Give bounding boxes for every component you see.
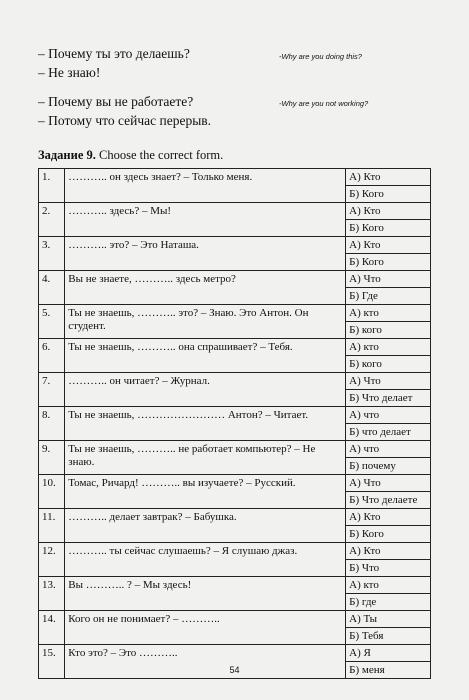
item-number: 12. — [39, 543, 65, 577]
item-number: 4. — [39, 271, 65, 305]
dialogue-line: – Почему ты это делаешь? — [38, 46, 190, 61]
item-number: 6. — [39, 339, 65, 373]
option-a[interactable]: А) Ты — [346, 611, 431, 628]
option-b[interactable]: Б) Тебя — [346, 628, 431, 645]
item-number: 9. — [39, 441, 65, 475]
exercise-row — [39, 407, 431, 424]
item-number: 14. — [39, 611, 65, 645]
question-text: Ты не знаешь, ……….. это? – Знаю. Это Антон. Он студент. — [65, 305, 346, 339]
item-number: 8. — [39, 407, 65, 441]
exercise-row — [39, 373, 431, 390]
option-a[interactable]: А) Что — [346, 271, 431, 288]
question-text: Вы не знаете, ……….. здесь метро? — [65, 271, 346, 305]
exercise-row — [39, 305, 431, 322]
question-text: ……….. делает завтрак? – Бабушка. — [65, 509, 346, 543]
option-b[interactable]: Б) Кого — [346, 254, 431, 271]
option-a[interactable]: А) что — [346, 441, 431, 458]
exercise-row — [39, 441, 431, 458]
question-text: Вы ……….. ? – Мы здесь! — [65, 577, 346, 611]
option-b[interactable]: Б) Кого — [346, 220, 431, 237]
dialogue-line: – Почему вы не работаете? — [38, 94, 194, 109]
item-number: 7. — [39, 373, 65, 407]
question-text: Ты не знаешь, ……….. не работает компьютер? – Не знаю. — [65, 441, 346, 475]
item-number: 5. — [39, 305, 65, 339]
option-b[interactable]: Б) Где — [346, 288, 431, 305]
option-b[interactable]: Б) меня — [346, 662, 431, 679]
option-b[interactable]: Б) Кого — [346, 526, 431, 543]
option-a[interactable]: А) кто — [346, 305, 431, 322]
item-number: 2. — [39, 203, 65, 237]
item-number: 3. — [39, 237, 65, 271]
exercise-row — [39, 475, 431, 492]
exercise-row — [39, 509, 431, 526]
option-a[interactable]: А) Я — [346, 645, 431, 662]
question-text: ……….. он здесь знает? – Только меня. — [65, 169, 346, 203]
exercise-row — [39, 203, 431, 220]
option-a[interactable]: А) Что — [346, 475, 431, 492]
option-a[interactable]: А) Кто — [346, 203, 431, 220]
exercise-row — [39, 339, 431, 356]
question-text: ……….. он читает? – Журнал. — [65, 373, 346, 407]
option-b[interactable]: Б) Кого — [346, 186, 431, 203]
dialogue-line: – Не знаю! — [38, 65, 101, 80]
option-a[interactable]: А) кто — [346, 339, 431, 356]
question-text: ……….. здесь? – Мы! — [65, 203, 346, 237]
question-text: Томас, Ричард! ……….. вы изучаете? – Русский. — [65, 475, 346, 509]
translation-note: -Why are you doing this? — [279, 52, 362, 61]
option-b[interactable]: Б) Что делает — [346, 390, 431, 407]
option-a[interactable]: А) что — [346, 407, 431, 424]
option-a[interactable]: А) Кто — [346, 543, 431, 560]
option-b[interactable]: Б) кого — [346, 356, 431, 373]
option-a[interactable]: А) Кто — [346, 509, 431, 526]
option-b[interactable]: Б) почему — [346, 458, 431, 475]
exercise-row — [39, 611, 431, 628]
exercise-row — [39, 543, 431, 560]
question-text: Кого он не понимает? – ……….. — [65, 611, 346, 645]
exercise-table — [38, 168, 431, 679]
option-b[interactable]: Б) что делает — [346, 424, 431, 441]
exercise-row — [39, 271, 431, 288]
translation-note: -Why are you not working? — [279, 99, 369, 108]
task-heading — [38, 148, 223, 163]
option-a[interactable]: А) Что — [346, 373, 431, 390]
question-text: ……….. ты сейчас слушаешь? – Я слушаю джаз. — [65, 543, 346, 577]
option-a[interactable]: А) кто — [346, 577, 431, 594]
item-number: 10. — [39, 475, 65, 509]
exercise-row — [39, 237, 431, 254]
option-b[interactable]: Б) Что делаете — [346, 492, 431, 509]
item-number: 13. — [39, 577, 65, 611]
question-text: Кто это? – Это ……….. — [65, 645, 346, 679]
option-b[interactable]: Б) где — [346, 594, 431, 611]
question-text: Ты не знаешь, …………………… Антон? – Читает. — [65, 407, 346, 441]
exercise-row — [39, 577, 431, 594]
option-b[interactable]: Б) кого — [346, 322, 431, 339]
item-number: 1. — [39, 169, 65, 203]
item-number: 15. — [39, 645, 65, 679]
option-b[interactable]: Б) Что — [346, 560, 431, 577]
option-a[interactable]: А) Кто — [346, 169, 431, 186]
question-text: ……….. это? – Это Наташа. — [65, 237, 346, 271]
exercise-row — [39, 645, 431, 662]
task-instruction: Choose the correct form. — [99, 148, 224, 162]
question-text: Ты не знаешь, ……….. она спрашивает? – Тебя. — [65, 339, 346, 373]
item-number: 11. — [39, 509, 65, 543]
page-number: 54 — [229, 665, 240, 675]
dialogue-line: – Потому что сейчас перерыв. — [38, 113, 212, 128]
task-label: Задание 9. — [38, 148, 96, 162]
option-a[interactable]: А) Кто — [346, 237, 431, 254]
exercise-row — [39, 169, 431, 186]
